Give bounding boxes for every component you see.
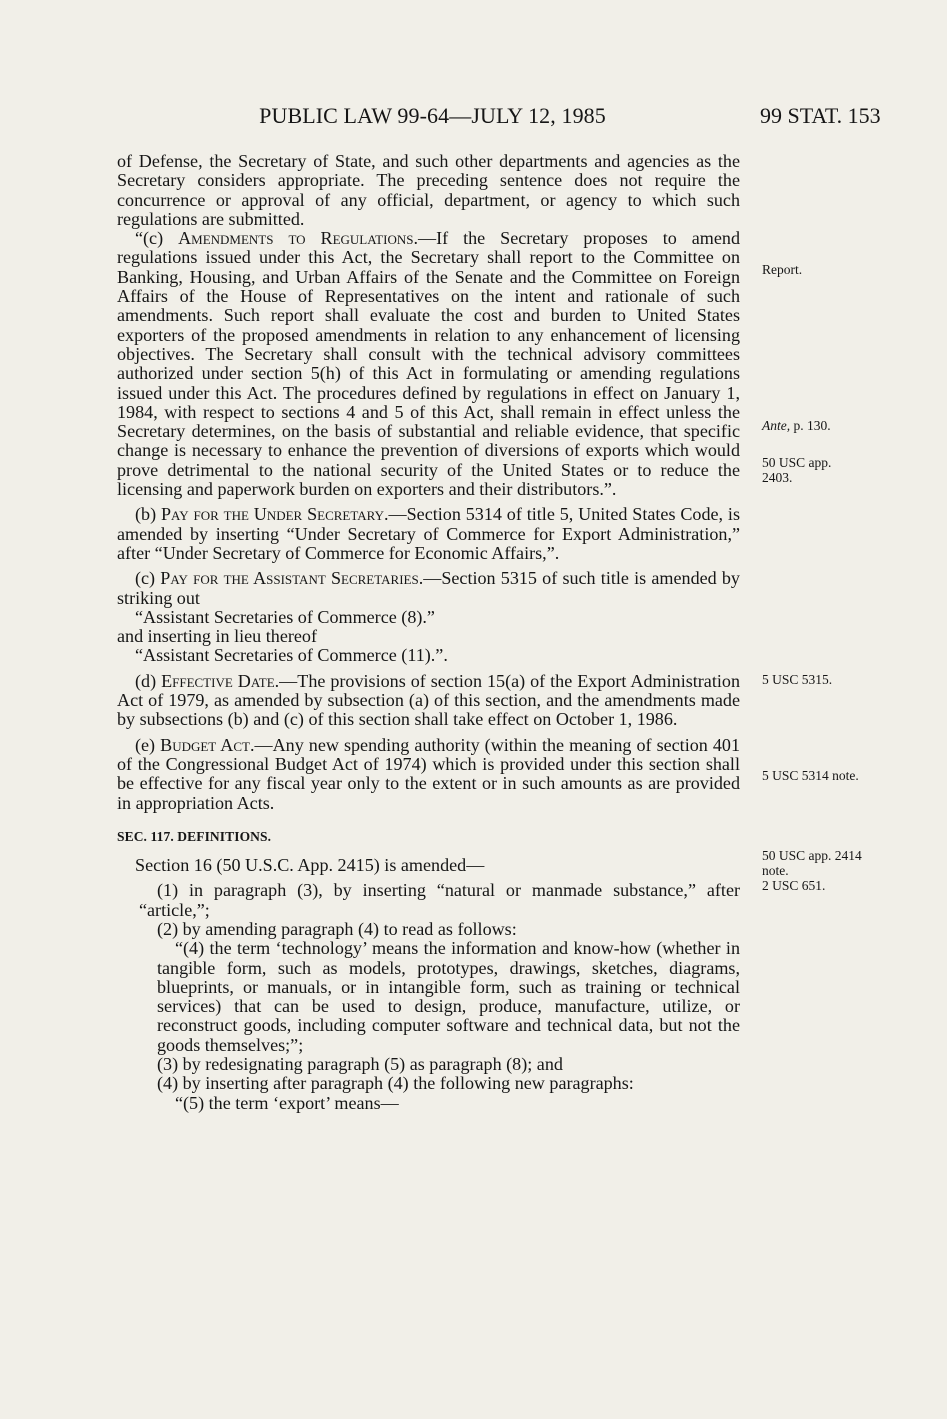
subsection-e-budget-act xyxy=(117,736,740,813)
section-heading: SEC. 117. DEFINITIONS. xyxy=(117,828,272,844)
subsection-d-text: —The provisions of section 15(a) of the Export Administration Act of 1979, as amended by subsection (a) of this section, and the amendments made by subsections (b) and (c) of this section shall take effect on October 1, 1986. xyxy=(117,670,740,730)
subsection-b-pay-under-secretary xyxy=(117,505,740,563)
subsection-e-text: —Any new spending authority (within the meaning of section 401 of the Congressional Budget Act of 1974) which is provided under this section shall be effective for any fiscal year only to the extent or in such amounts as are provided in appropriation Acts. xyxy=(117,734,740,813)
margin-note-usc-2414-line1: 50 USC app. 2414 xyxy=(762,848,862,863)
margin-note-ante-italic: Ante, xyxy=(762,418,791,433)
subsection-b-text: —Section 5314 of title 5, United States Code, is amended by inserting “Under Secretary of Commerce for Export Administration,” after “Under Secretary of Commerce for Economic Affairs,”. xyxy=(117,504,740,563)
subsection-e-lead: (e) xyxy=(135,734,161,755)
page-header-stat: 99 STAT. 153 xyxy=(760,103,881,128)
quoted-text-strike: “Assistant Secretaries of Commerce (8).” xyxy=(135,606,435,627)
document-body xyxy=(117,152,740,1113)
quoted-definition-export: “(5) the term ‘export’ means— xyxy=(175,1092,399,1113)
margin-note-usc-2414 xyxy=(762,848,937,893)
margin-note-report: Report. xyxy=(762,262,803,277)
subsection-e-heading: Budget Act. xyxy=(160,734,255,755)
margin-note-ante xyxy=(762,418,937,433)
margin-note-usc-2414-line2: note. xyxy=(762,863,789,878)
subsection-c-amendments xyxy=(117,229,740,499)
margin-note-usc-5315: 5 USC 5315. xyxy=(762,672,833,687)
margin-note-usc-2403 xyxy=(762,455,937,485)
page-header-title: PUBLIC LAW 99-64—JULY 12, 1985 xyxy=(259,103,606,128)
list-item-3: (3) by redesignating paragraph (5) as paragraph (8); and xyxy=(157,1054,563,1075)
connective-text: and inserting in lieu thereof xyxy=(117,626,317,647)
list-item-4: (4) by inserting after paragraph (4) the following new paragraphs: xyxy=(157,1073,634,1094)
margin-note-usc-651: 2 USC 651. xyxy=(762,878,826,893)
margin-note-usc-2403-line2: 2403. xyxy=(762,470,793,485)
subsection-d-lead: (d) xyxy=(135,670,162,691)
subsection-d-effective-date xyxy=(117,672,740,730)
subsection-b-heading: Pay for the Under Secretary. xyxy=(160,504,389,525)
subsection-c2-heading: Pay for the Assistant Secretaries. xyxy=(160,568,424,589)
list-item-1: (1) in paragraph (3), by inserting “natural or manmade substance,” after “article,”; xyxy=(139,880,740,920)
quoted-text-insert: “Assistant Secretaries of Commerce (11).”. xyxy=(135,645,448,666)
subsection-c2-text: —Section 5315 of such title is amended by striking out xyxy=(117,568,740,608)
list-item-2: (2) by amending paragraph (4) to read as follows: xyxy=(157,918,517,939)
margin-note-ante-page: p. 130. xyxy=(790,418,831,433)
margin-note-usc-2403-line1: 50 USC app. xyxy=(762,455,832,470)
subsection-c-text: —If the Secretary proposes to amend regulations issued under this Act, the Secretary shall report to the Committee on Banking, Housing, and Urban Affairs of the Senate and the Committee on Foreign Affairs of the House of Representatives on the intent and rationale of such amendments. Such report shall evaluate the cost and burden to United States exporters of the proposed amendments in relation to any enhancement of licensing objectives. The Secretary shall consult with the technical advisory committees authorized under section 5(h) of this Act in formulating or amending regulations issued under this Act. The procedures defined by regulations in effect on January 1, 1984, with respect to sections 4 and 5 of this Act, shall remain in effect unless the Secretary determines, on the basis of substantial and reliable evidence, that specific change is necessary to enhance the prevention of diversions of exports which would prove detrimental to the national security of the United States or to reduce the licensing and paperwork burden on exporters and their distributors.”. xyxy=(117,228,740,500)
subsection-c-pay-assistant-secretaries xyxy=(117,569,740,608)
subsection-c-lead: “(c) xyxy=(135,228,179,249)
quoted-definition-technology: “(4) the term ‘technology’ means the information and know-how (whether in tangible form, such as models, prototypes, drawings, sketches, diagrams, blueprints, or manuals, or in intangible form, such as training or technical services) that can be used to design, produce, manufacture, utilize, or reconstruct goods, including computer software and technical data, but not the goods themselves;”; xyxy=(157,938,740,1055)
subsection-d-heading: Effective Date. xyxy=(161,670,280,691)
margin-note-usc-5314: 5 USC 5314 note. xyxy=(762,768,859,783)
section-16-intro: Section 16 (50 U.S.C. App. 2415) is amended— xyxy=(135,855,485,876)
paragraph-continuation: of Defense, the Secretary of State, and such other departments and agencies as the Secretary considers appropriate. The preceding sentence does not require the concurrence or approval of any official, department, or agency to which such regulations are submitted. xyxy=(117,151,740,229)
subsection-b-lead: (b) xyxy=(135,504,161,525)
subsection-c2-lead: (c) xyxy=(135,568,161,589)
subsection-c-heading: Amendments to Regulations. xyxy=(178,228,418,249)
